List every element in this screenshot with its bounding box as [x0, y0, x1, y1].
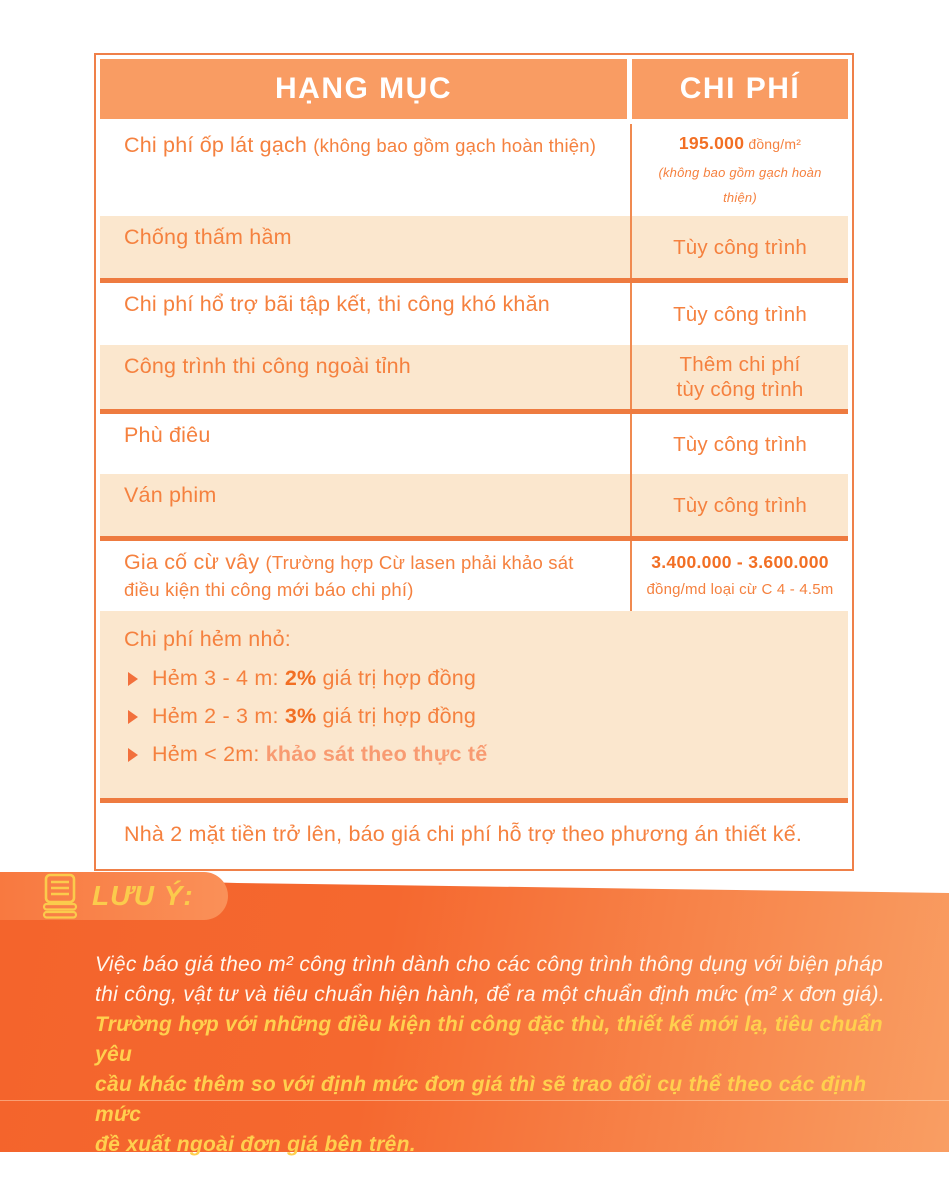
table-row-staging-support — [100, 283, 848, 345]
row-label-text: Chi phí ốp lát gạch — [124, 133, 314, 157]
table-row-two-frontage — [100, 803, 848, 865]
row-cost — [630, 124, 848, 216]
table-row-sheet-piling — [100, 541, 848, 611]
alley-item-bold: 3% — [284, 704, 317, 728]
header-cell-cost: CHI PHÍ — [632, 59, 848, 119]
alley-item-bold: 2% — [284, 666, 317, 690]
row-label-note: (Trường hợp Cừ lasen phải khảo sát điều kiện thi công mới báo chi phí) — [124, 552, 574, 600]
pricing-table — [94, 53, 854, 871]
price-value: 195.000 — [678, 133, 745, 153]
row-label — [100, 216, 630, 278]
price-unit: đồng/m² — [744, 136, 802, 152]
cost-text: Tùy công trình — [673, 493, 807, 517]
row-label — [100, 283, 630, 345]
note-tab — [0, 872, 228, 920]
row-label — [100, 474, 630, 536]
alley-item-suffix: giá trị hợp đồng — [316, 666, 477, 690]
alley-item-bold: khảo sát theo thực tế — [265, 742, 488, 766]
row-label-note: (không bao gồm gạch hoàn thiện) — [313, 135, 597, 156]
row-cost — [630, 541, 848, 611]
table-row-relief-sculpture — [100, 414, 848, 474]
alley-item-text: Hẻm < 2m: — [152, 742, 266, 766]
table-group-4 — [100, 536, 848, 798]
small-alley-heading: Chi phí hẻm nhỏ: — [124, 627, 291, 651]
row-label — [100, 124, 630, 216]
note-line: thi công, vật tư và tiêu chuẩn hiện hành, để ra một chuẩn định mức (m² x đơn giá). — [95, 983, 885, 1006]
table-row-formwork — [100, 474, 848, 536]
row-label-text: Công trình thi công ngoài tỉnh — [124, 354, 411, 378]
price-line — [679, 130, 801, 157]
cost-text: Tùy công trình — [673, 302, 807, 326]
alley-item-1 — [124, 666, 824, 691]
cost-text-line2: tùy công trình — [676, 378, 804, 401]
row-cost — [630, 216, 848, 278]
row-label-text: Chống thấm hầm — [124, 225, 292, 249]
arrow-right-icon — [128, 672, 138, 686]
row-label — [100, 345, 630, 409]
table-group-5 — [100, 798, 848, 865]
table-group-3 — [100, 409, 848, 536]
table-group-1 — [100, 124, 848, 278]
row-label-text: Nhà 2 mặt tiền trở lên, báo giá chi phí hỗ trợ theo phương án thiết kế. — [124, 821, 803, 846]
note-line: Việc báo giá theo m² công trình dành cho các công trình thông dụng với biện pháp — [95, 953, 884, 976]
row-cost — [630, 414, 848, 474]
row-cost — [630, 283, 848, 345]
note-line: đề xuất ngoài đơn giá bên trên. — [95, 1133, 416, 1156]
row-label-text: Phù điêu — [124, 423, 211, 447]
arrow-right-icon — [128, 748, 138, 762]
alley-item-text: Hẻm 3 - 4 m: — [152, 666, 285, 690]
table-group-2 — [100, 278, 848, 409]
price-note: (không bao gồm gạch hoàn thiện) — [658, 165, 822, 205]
alley-item-text: Hẻm 2 - 3 m: — [152, 704, 285, 728]
note-line: Trường hợp với những điều kiện thi công đặc thù, thiết kế mới lạ, tiêu chuẩn yêu — [95, 1013, 883, 1066]
cost-text: Tùy công trình — [673, 432, 807, 456]
price-unit: đồng/md loại cừ C 4 - 4.5m — [646, 581, 834, 598]
row-label — [100, 541, 630, 611]
header-cell-category: HẠNG MỤC — [100, 59, 627, 119]
row-label-text: Ván phim — [124, 483, 217, 507]
row-cost — [630, 474, 848, 536]
row-label — [100, 414, 630, 474]
alley-item-3 — [124, 742, 824, 767]
arrow-right-icon — [128, 710, 138, 724]
cost-text: Tùy công trình — [673, 235, 807, 259]
small-alley-section — [100, 611, 848, 798]
row-cost — [630, 345, 848, 409]
book-icon — [42, 873, 78, 919]
alley-item-2 — [124, 704, 824, 729]
table-row-out-of-province — [100, 345, 848, 409]
note-text — [95, 950, 891, 1160]
row-label-text: Gia cố cừ vây — [124, 550, 266, 574]
row-label-text: Chi phí hổ trợ bãi tập kết, thi công khó khăn — [124, 292, 550, 316]
table-header-row — [100, 59, 848, 119]
note-line: cầu khác thêm so với định mức đơn giá thì sẽ trao đổi cụ thể theo các định mức — [95, 1073, 867, 1126]
note-tab-label: LƯU Ý: — [92, 880, 194, 911]
alley-item-suffix: giá trị hợp đồng — [316, 704, 477, 728]
table-row-tiling — [100, 124, 848, 216]
table-row-basement-waterproofing — [100, 216, 848, 278]
price-value: 3.400.000 - 3.600.000 — [651, 552, 829, 572]
cost-text-line1: Thêm chi phí — [679, 353, 801, 376]
